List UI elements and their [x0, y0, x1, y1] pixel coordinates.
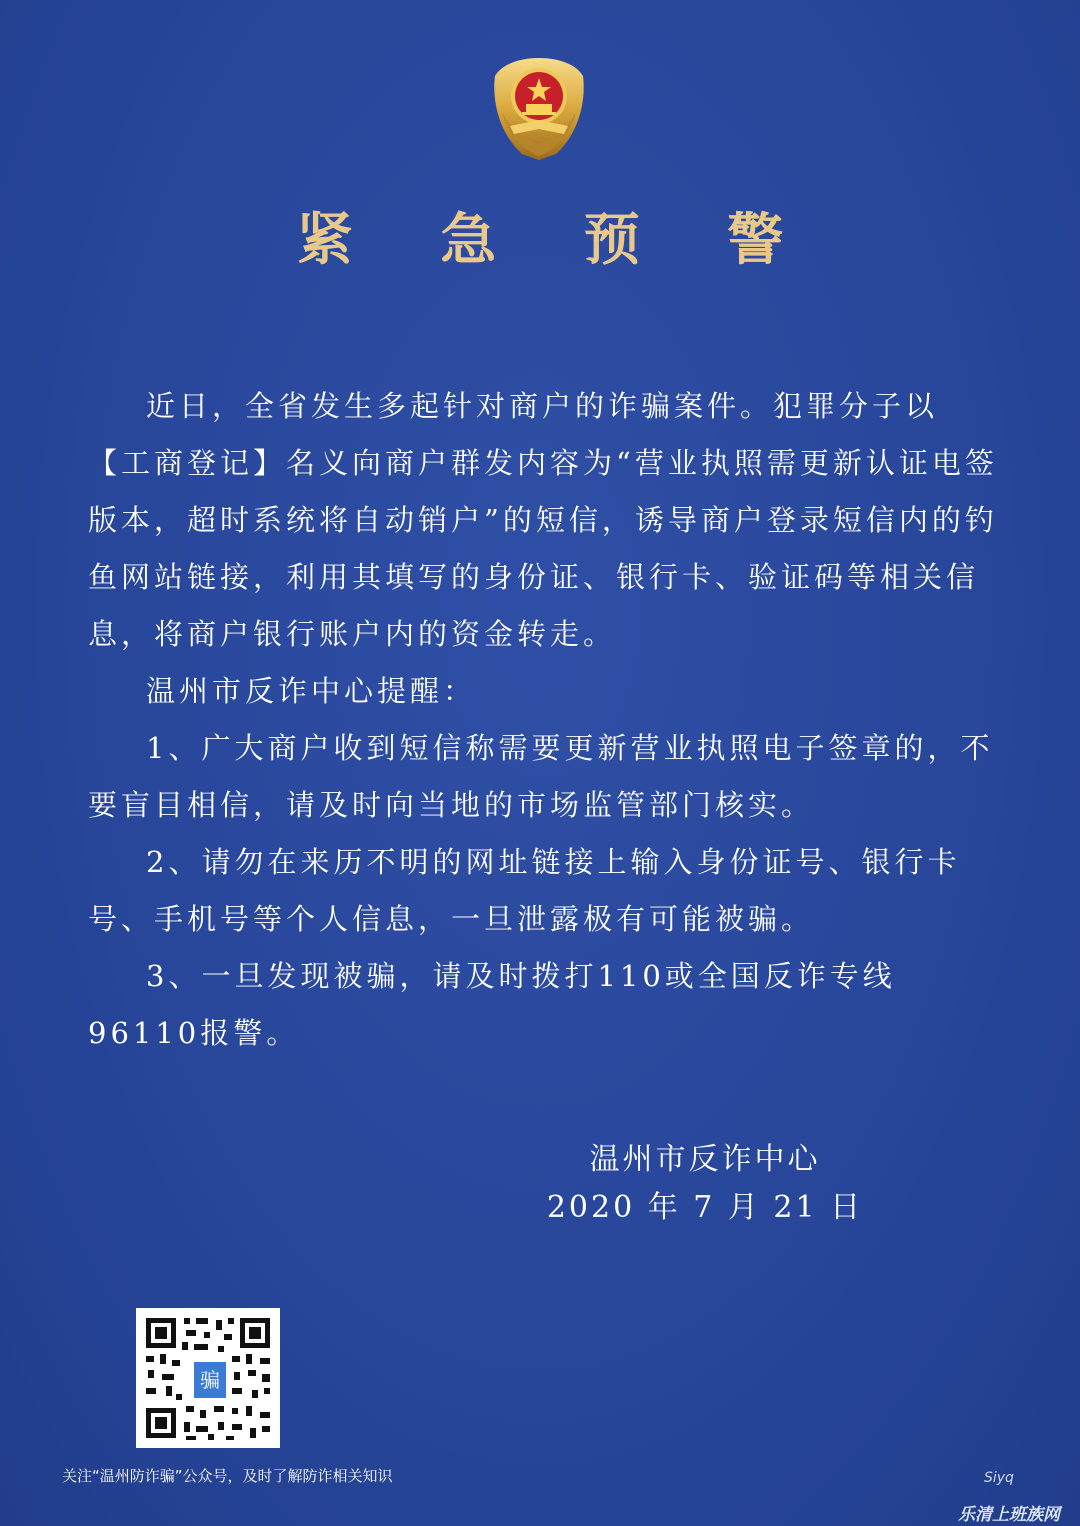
signature-block: [540, 1136, 870, 1232]
police-emblem-icon: [488, 54, 590, 162]
notice-body: [88, 378, 1000, 1062]
notice-paragraph: 3、一旦发现被骗，请及时拨打110或全国反诈专线96110报警。: [88, 959, 896, 1050]
qr-code-icon[interactable]: [136, 1308, 280, 1448]
notice-paragraph: 2、请勿在来历不明的网址链接上输入身份证号、银行卡号、手机号等个人信息，一旦泄露极有可能被骗。: [88, 845, 961, 936]
notice-paragraph: 近日，全省发生多起针对商户的诈骗案件。犯罪分子以【工商登记】名义向商户群发内容为“营业执照需更新认证电签版本，超时系统将自动销户”的短信，诱导商户登录短信内的钓鱼网站链接，利用其填写的身份证、银行卡、验证码等相关信息，将商户银行账户内的资金转走。: [88, 389, 998, 651]
watermark-text: 乐清上班族网: [958, 1505, 1060, 1525]
signature-org: 温州市反诈中心: [589, 1142, 821, 1177]
footer-caption: 关注“温州防诈骗”公众号，及时了解防诈相关知识: [62, 1467, 393, 1485]
notice-paragraph: 1、广大商户收到短信称需要更新营业执照电子签章的，不要盲目相信，请及时向当地的市场监管部门核实。: [88, 731, 994, 822]
notice-paragraph: 温州市反诈中心提醒：: [146, 674, 477, 708]
qr-center-logo: 骗: [192, 1360, 228, 1400]
watermark-logo: Siyq: [984, 1470, 1014, 1486]
page-title: 紧 急 预 警: [296, 208, 818, 273]
signature-date: 2020 年 7 月 21 日: [546, 1190, 864, 1225]
